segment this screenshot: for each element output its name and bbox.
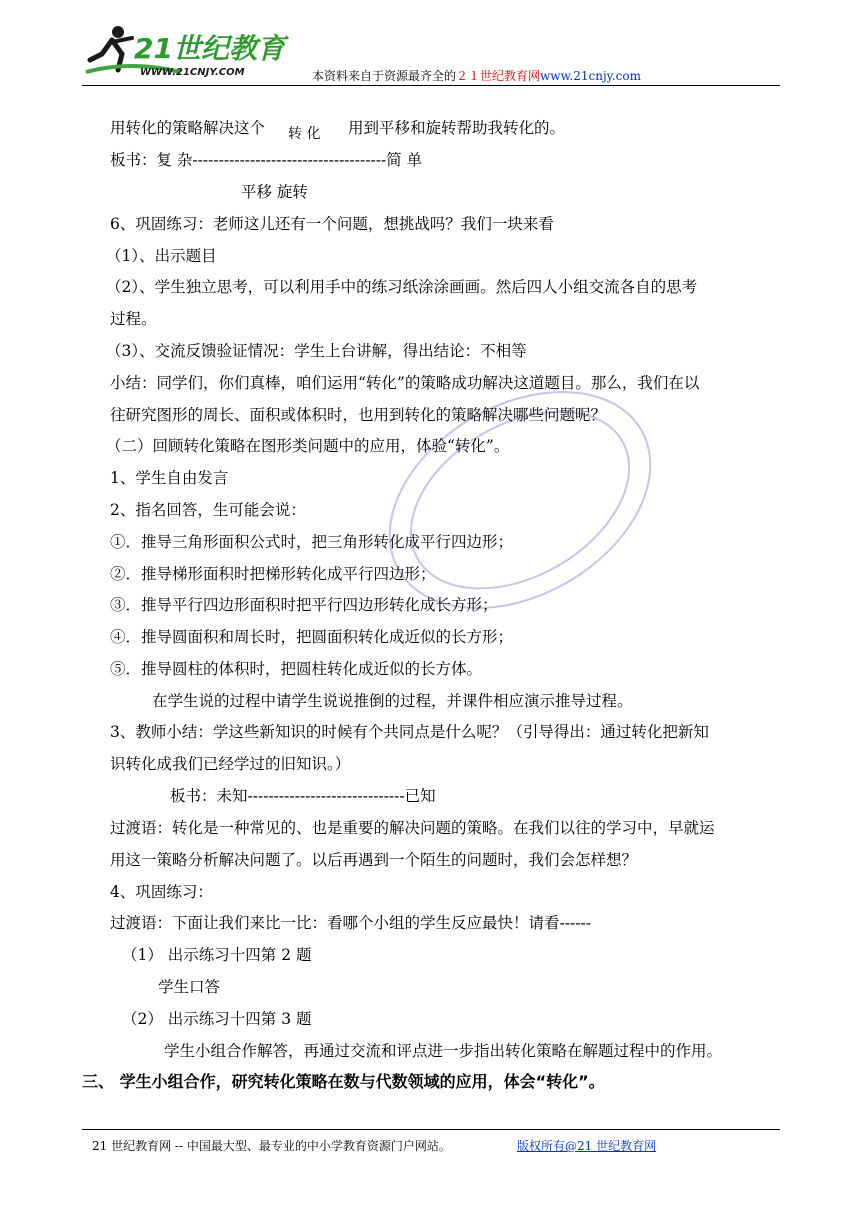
- text-line-l4: 6、巩固练习：老师这儿还有一个问题，想挑战吗？我们一块来看: [110, 215, 554, 233]
- text-line-l3: 平移 旋转: [241, 183, 308, 201]
- text-line-l30: 学生小组合作解答，再通过交流和评点进一步指出转化策略在解题过程中的作用。: [164, 1042, 723, 1060]
- text-line-l2: 板书：复 杂-------------------------------------简 单: [110, 151, 423, 169]
- text-line-l20: 3、教师小结：学这些新知识的时候有个共同点是什么呢？（引导得出：通过转化把新知: [110, 723, 709, 741]
- text-line-l19: 在学生说的过程中请学生说说推倒的过程，并课件相应演示推导过程。: [152, 692, 633, 710]
- header-source-note: [312, 67, 641, 84]
- text-line-l9: 小结：同学们，你们真棒，咱们运用“转化”的策略成功解决这道题目。那么，我们在以: [110, 374, 700, 392]
- footer-copyright-link[interactable]: 版权所有@21 世纪教育网: [517, 1139, 657, 1153]
- text-line-l25: 4、巩固练习：: [110, 883, 213, 901]
- text-line-l23: 过渡语：转化是一种常见的、也是重要的解决问题的策略。在我们以往的学习中，早就运: [110, 819, 715, 837]
- text-line-l21: 识转化成我们已经学过的旧知识。）: [110, 755, 351, 773]
- site-logo: [82, 20, 292, 82]
- text-line-l10: 往研究图形的周长、面积或体积时，也用到转化的策略解决哪些问题呢？: [110, 406, 607, 424]
- text-line-l11: （二）回顾转化策略在图形类问题中的应用，体验“转化”。: [106, 437, 510, 455]
- header-divider: [82, 85, 780, 86]
- text-line-l13: 2、指名回答，生可能会说：: [110, 501, 306, 519]
- text-line-l28: 学生口答: [158, 978, 221, 996]
- text-line-l17: ④．推导圆面积和周长时，把圆面积转化成近似的长方形；: [110, 628, 514, 646]
- svg-text:WWW.21CNJY.COM: WWW.21CNJY.COM: [140, 67, 245, 78]
- text-line-l1c: 用到平移和旋转帮助我转化的。: [348, 119, 566, 137]
- text-line-l26: 过渡语：下面让我们来比一比：看哪个小组的学生反应最快！请看------: [110, 914, 591, 932]
- text-line-l14: ①．推导三角形面积公式时，把三角形转化成平行四边形；: [110, 533, 514, 551]
- svg-text:21世纪教育: 21世纪教育: [134, 32, 285, 65]
- text-line-l31: 三、 学生小组合作，研究转化策略在数与代数领域的应用，体会“转化”。: [82, 1072, 605, 1091]
- text-line-l1b: 转 化: [288, 126, 321, 142]
- text-line-l12: 1、学生自由发言: [110, 469, 229, 487]
- footer-divider: [82, 1129, 780, 1130]
- text-line-l27: （1） 出示练习十四第 2 题: [122, 946, 312, 964]
- text-line-l16: ③．推导平行四边形面积时把平行四边形转化成长方形；: [110, 596, 498, 614]
- text-line-l15: ②．推导梯形面积时把梯形转化成平行四边形；: [110, 565, 436, 583]
- text-line-l22: 板书：未知------------------------------已知: [170, 787, 436, 805]
- text-line-l6: （2）、学生独立思考，可以利用手中的练习纸涂涂画画。然后四人小组交流各自的思考: [106, 278, 698, 296]
- header-site-name: ２１世纪教育网: [456, 69, 541, 83]
- text-line-l7: 过程。: [110, 310, 157, 328]
- text-line-l1: 用转化的策略解决这个: [110, 119, 266, 137]
- text-line-l18: ⑤．推导圆柱的体积时，把圆柱转化成近似的长方体。: [110, 660, 483, 678]
- text-line-l29: （2） 出示练习十四第 3 题: [122, 1010, 312, 1028]
- header-prefix: 本资料来自于资源最齐全的: [312, 69, 457, 83]
- footer-text: 21 世纪教育网 -- 中国最大型、最专业的中小学教育资源门户网站。: [92, 1139, 451, 1153]
- text-line-l24: 用这一策略分析解决问题了。以后再遇到一个陌生的问题时，我们会怎样想？: [110, 851, 638, 869]
- text-line-l5: （1）、出示题目: [106, 247, 217, 265]
- header-site-url[interactable]: www.21cnjy.com: [540, 69, 641, 83]
- text-line-l8: （3）、交流反馈验证情况：学生上台讲解，得出结论：不相等: [106, 342, 527, 360]
